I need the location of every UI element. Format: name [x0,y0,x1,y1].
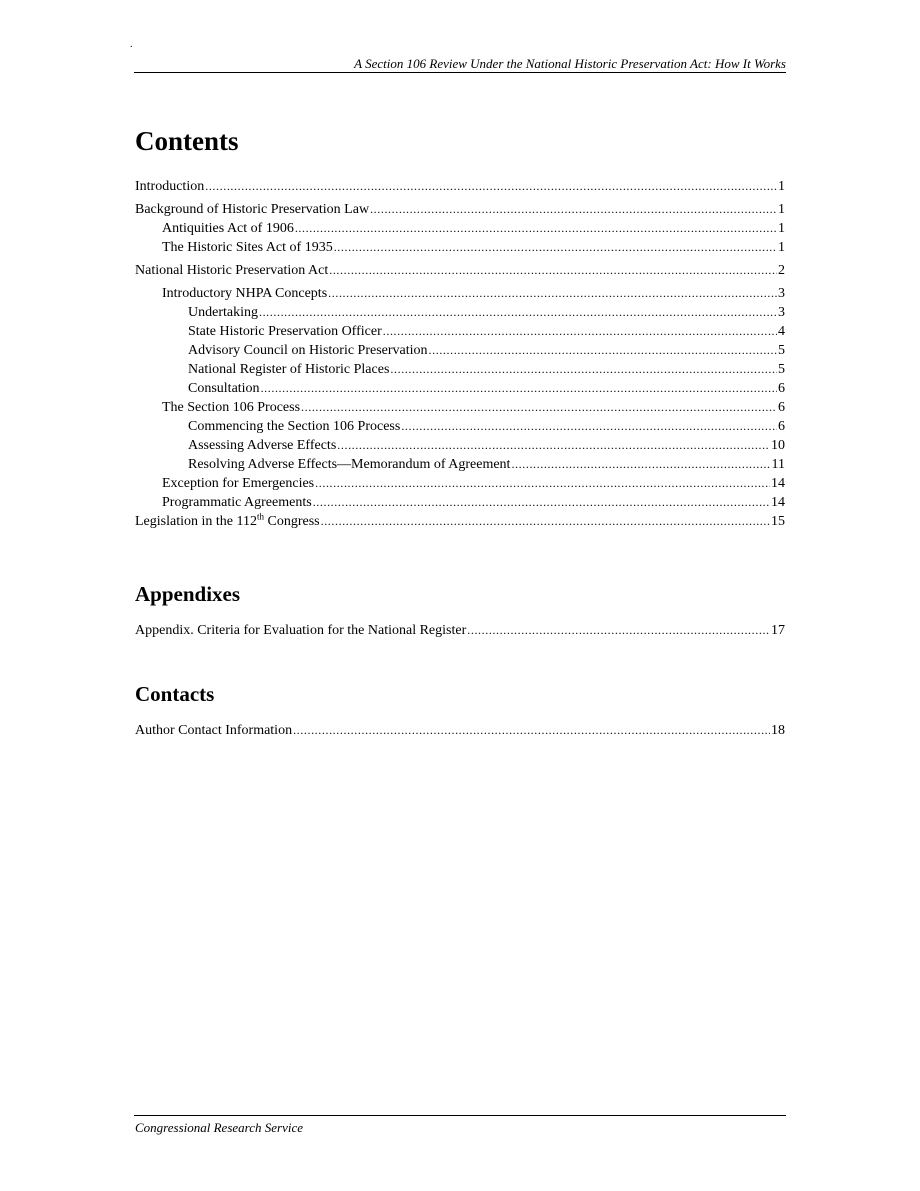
toc-leader-dots [313,493,770,511]
running-header: A Section 106 Review Under the National Historic Preservation Act: How It Works [354,56,786,71]
toc-leader-dots [401,417,777,435]
toc-entry-title: Introductory NHPA Concepts [162,286,328,301]
toc-leader-dots [334,238,777,256]
toc-entry-page: 17 [771,623,785,638]
toc-leader-dots [383,322,777,340]
toc-entry-consultation[interactable] [135,379,785,398]
toc-entry-title [135,513,320,531]
toc-leader-dots [259,303,777,321]
toc-entry-title: National Register of Historic Places [188,362,390,377]
toc-entry-page: 3 [778,305,785,320]
toc-leader-dots [511,455,770,473]
contacts-toc [135,721,785,740]
toc-entry-title: Background of Historic Preservation Law [135,202,370,217]
toc-entry-title: Author Contact Information [135,723,293,738]
toc-entry-page: 5 [778,343,785,358]
toc-entry-legislation[interactable] [135,512,785,531]
toc-entry-programmatic[interactable] [135,493,785,512]
toc-entry-page: 11 [771,457,785,472]
toc-entry-title: Undertaking [188,305,258,320]
ordinal-suffix: th [256,511,264,522]
toc-leader-dots [370,200,777,218]
toc-entry-page: 14 [771,476,785,491]
toc-entry-introductory-concepts[interactable] [135,284,785,303]
contents-toc [135,177,785,531]
toc-entry-page: 10 [771,438,785,453]
toc-entry-national-register[interactable] [135,360,785,379]
toc-leader-dots [261,379,777,397]
toc-entry-page: 6 [778,400,785,415]
footer-rule [134,1115,786,1116]
toc-entry-page: 6 [778,419,785,434]
toc-entry-shpo[interactable] [135,322,785,341]
toc-entry-title: The Section 106 Process [162,400,301,415]
toc-entry-title: Introduction [135,179,205,194]
toc-entry-commencing[interactable] [135,417,785,436]
toc-entry-title-prefix: Legislation in the 112 [135,514,257,529]
toc-entry-page: 15 [771,514,785,529]
toc-entry-assessing[interactable] [135,436,785,455]
toc-entry-emergencies[interactable] [135,474,785,493]
toc-leader-dots [205,177,777,195]
toc-entry-section-106-process[interactable] [135,398,785,417]
toc-entry-title: Assessing Adverse Effects [188,438,337,453]
toc-entry-introduction[interactable] [135,177,785,196]
toc-entry-title: Exception for Emergencies [162,476,315,491]
header-rule [134,72,786,73]
toc-entry-title: Programmatic Agreements [162,495,312,510]
toc-entry-resolving[interactable] [135,455,785,474]
toc-entry-page: 1 [778,240,785,255]
toc-entry-page: 4 [778,324,785,339]
toc-leader-dots [328,284,777,302]
contents-heading: Contents [135,126,239,156]
toc-entry-nhpa[interactable] [135,261,785,280]
toc-entry-page: 1 [778,221,785,236]
toc-entry-page: 2 [778,263,785,278]
toc-entry-background[interactable] [135,200,785,219]
toc-leader-dots [337,436,770,454]
toc-entry-page: 3 [778,286,785,301]
toc-entry-advisory-council[interactable] [135,341,785,360]
corner-mark: . [130,39,133,50]
toc-leader-dots [315,474,770,492]
toc-entry-page: 5 [778,362,785,377]
toc-leader-dots [293,721,770,739]
toc-entry-page: 1 [778,179,785,194]
toc-entry-page: 18 [771,723,785,738]
footer-publisher: Congressional Research Service [135,1120,303,1135]
toc-entry-historic-sites-act[interactable] [135,238,785,257]
toc-entry-page: 6 [778,381,785,396]
toc-entry-appendix-criteria[interactable] [135,621,785,640]
toc-entry-title: Antiquities Act of 1906 [162,221,294,236]
toc-entry-title: Consultation [188,381,260,396]
appendixes-heading: Appendixes [135,582,241,606]
toc-entry-undertaking[interactable] [135,303,785,322]
toc-entry-title: State Historic Preservation Officer [188,324,382,339]
toc-leader-dots [429,341,777,359]
appendixes-toc [135,621,785,640]
toc-entry-title: Advisory Council on Historic Preservation [188,343,428,358]
toc-entry-title-suffix: Congress [263,514,320,529]
toc-leader-dots [329,261,777,279]
toc-leader-dots [390,360,777,378]
contacts-heading: Contacts [135,682,215,706]
toc-leader-dots [295,219,777,237]
toc-entry-title: National Historic Preservation Act [135,263,329,278]
toc-entry-title: Appendix. Criteria for Evaluation for the National Register [135,623,467,638]
toc-entry-title: Resolving Adverse Effects—Memorandum of Agreement [188,457,511,472]
toc-entry-page: 1 [778,202,785,217]
toc-entry-page: 14 [771,495,785,510]
toc-entry-title: The Historic Sites Act of 1935 [162,240,333,255]
toc-leader-dots [321,512,770,530]
toc-leader-dots [301,398,777,416]
toc-entry-author-contact[interactable] [135,721,785,740]
toc-entry-antiquities-act[interactable] [135,219,785,238]
toc-entry-title: Commencing the Section 106 Process [188,419,401,434]
toc-leader-dots [467,621,770,639]
